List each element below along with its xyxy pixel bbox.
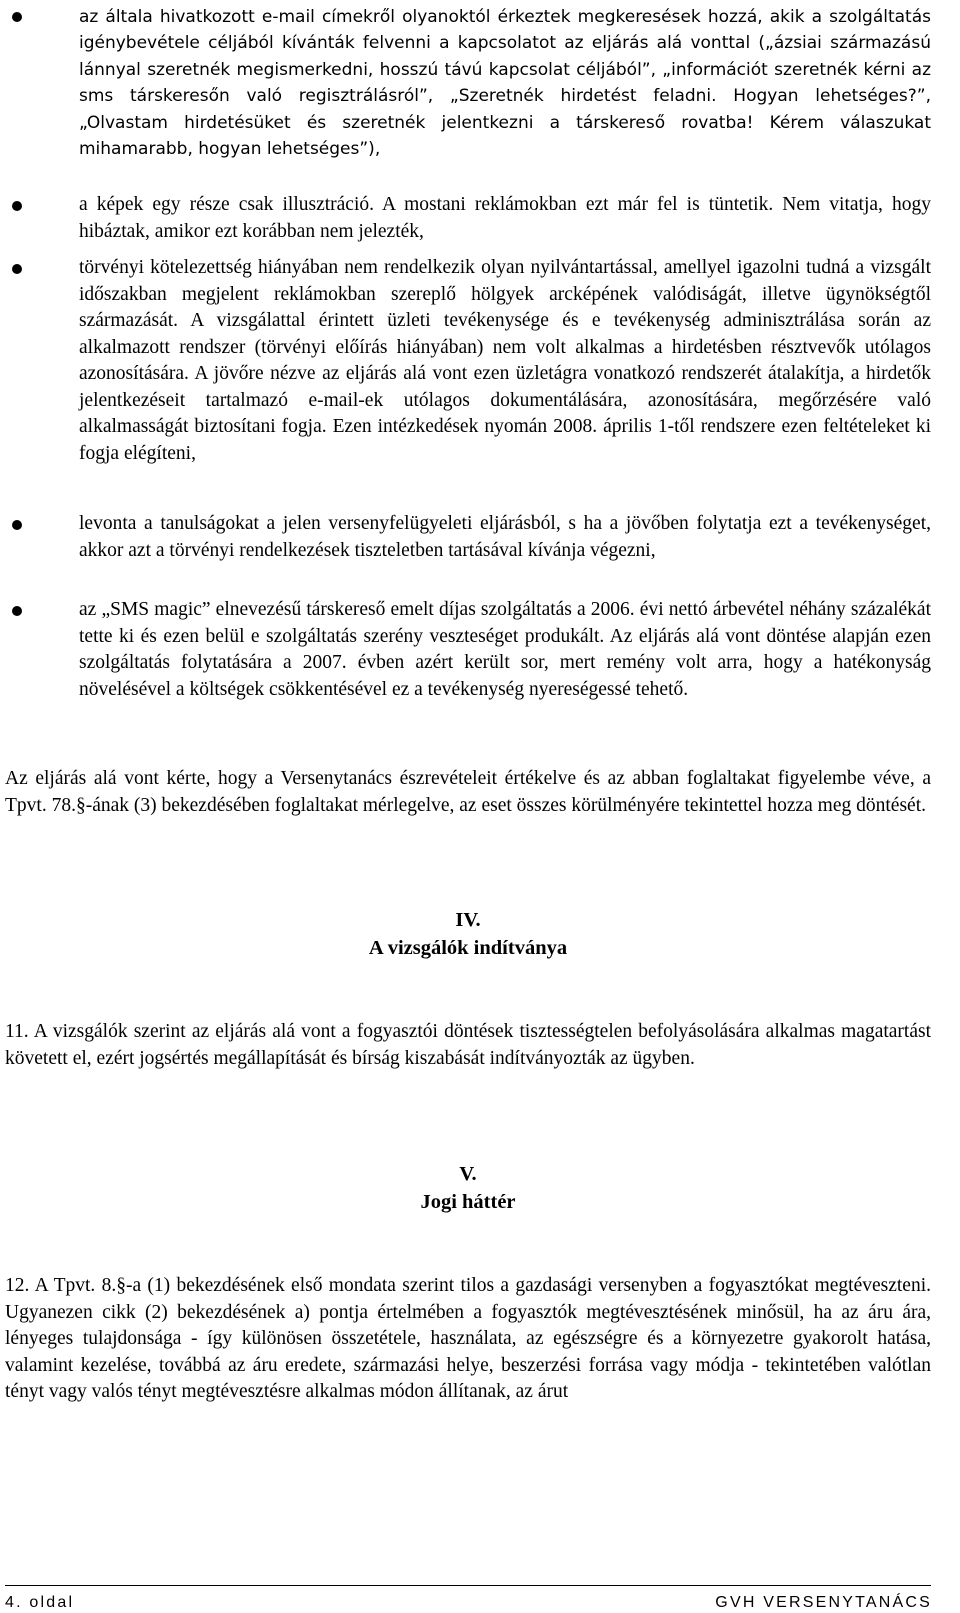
bullet-text: törvényi kötelezettség hiányában nem rendelkezik olyan nyilvántartással, amellyel igazolni tudná a vizsgált időszakban megjelent reklámokban szereplő hölgyek arcképének valódiságát, illetve ügynökségtől származását. A vizsgálattal érintett üzleti tevékenysége és e tevékenység adminisztrálása során az alkalmazott rendszer (törvényi előírás hiányában) nem volt alkalmas a hirdetésben résztvevők utólagos azonosítására. A jövőre nézve az eljárás alá vont ezen üzletágra vonatkozó rendszerét átalakítja, a hirdetők jelentkezéseit tartalmazó e-mail-ek utólagos dokumentálására, azonosítására, megőrzésére való alkalmasságát biztosítani fogja. Ezen intézkedések nyomán 2008. április 1-től rendszere ezen feltételeket ki fogja elégíteni, bbox=[79, 257, 931, 464]
footer-divider bbox=[5, 1585, 931, 1586]
bullet-icon bbox=[12, 201, 22, 211]
bullet-text: az „SMS magic” elnevezésű társkereső emelt díjas szolgáltatás a 2006. évi nettó árbevétel néhány százalékát tette ki és ezen belül e szolgáltatás szerény veszteséget produkált. Az eljárás alá vont döntése alapján ezen szolgáltatás folytatására a 2007. évben azért került sor, mert remény volt arra, hogy a hatékonyság növelésével a költségek csökkentésével ez a tevékenység nyereségessé tehető. bbox=[79, 599, 931, 700]
bullet-text: az általa hivatkozott e-mail címekről olyanoktól érkeztek megkeresések hozzá, akik a szolgáltatás igénybevétele céljából kívánták felvenni a kapcsolatot az eljárás alá vonttal („ázsiai származású lánnyal szeretnék megismerkedni, hosszú távú kapcsolat céljából”, „információt szeretnék kérni az sms társkeresőn való regisztrálásról”, „Szeretnék hirdetést feladni. Hogyan lehetséges?”, „Olvastam hirdetésüket és szeretnék jelentkezni a társkereső rovatba! Kérem válaszukat mihamarabb, hogyan lehetséges”), bbox=[79, 7, 931, 160]
bullet-icon bbox=[12, 264, 22, 274]
section-number: IV. bbox=[455, 909, 481, 931]
bullet-icon bbox=[12, 520, 22, 530]
bullet-icon bbox=[12, 606, 22, 616]
section-title: A vizsgálók indítványa bbox=[368, 937, 568, 959]
bullet-text: a képek egy része csak illusztráció. A mostani reklámokban ezt már fel is tüntetik. Nem vitatja, hogy hibáztak, amikor ezt korábban nem jelezték, bbox=[79, 194, 931, 242]
section-number: V. bbox=[459, 1163, 477, 1185]
footer-org: GVH VERSENYTANÁCS bbox=[715, 1594, 932, 1611]
bullet-text: levonta a tanulságokat a jelen versenyfelügyeleti eljárásból, s ha a jövőben folytatja ezt a tevékenységet, akkor azt a törvényi rendelkezések tiszteletben tartásával kívánja végezni, bbox=[79, 513, 931, 561]
paragraph-request: Az eljárás alá vont kérte, hogy a Versenytanács észrevételeit értékelve és az abban foglaltakat figyelembe véve, a Tpvt. 78.§-ának (3) bekezdésében foglaltakat mérlegelve, az eset összes körülményére tekintettel hozza meg döntését. bbox=[5, 768, 931, 816]
page-number: 4. oldal bbox=[5, 1594, 75, 1611]
paragraph-11: 11. A vizsgálók szerint az eljárás alá vont a fogyasztói döntések tisztességtelen befolyásolására alkalmas magatartást követett el, ezért jogsértés megállapítását és bírság kiszabását indítványozták az ügyben. bbox=[5, 1021, 931, 1069]
paragraph-12: 12. A Tpvt. 8.§-a (1) bekezdésének első mondata szerint tilos a gazdasági versenyben a fogyasztókat megtéveszteni. Ugyanezen cikk (2) bekezdésének a) pontja értelmében a fogyasztók megtévesztésének minősül, ha az áru ára, lényeges tulajdonsága - így különösen összetétele, használata, az egészségre és a környezetre gyakorolt hatása, valamint kezelése, továbbá az áru eredete, származási helye, beszerzési forrása vagy módja - tekintetében valótlan tényt vagy valós tényt megtévesztésre alkalmas módon állítanak, az árut bbox=[5, 1275, 931, 1402]
bullet-icon bbox=[12, 12, 22, 22]
section-title: Jogi háttér bbox=[420, 1191, 516, 1213]
